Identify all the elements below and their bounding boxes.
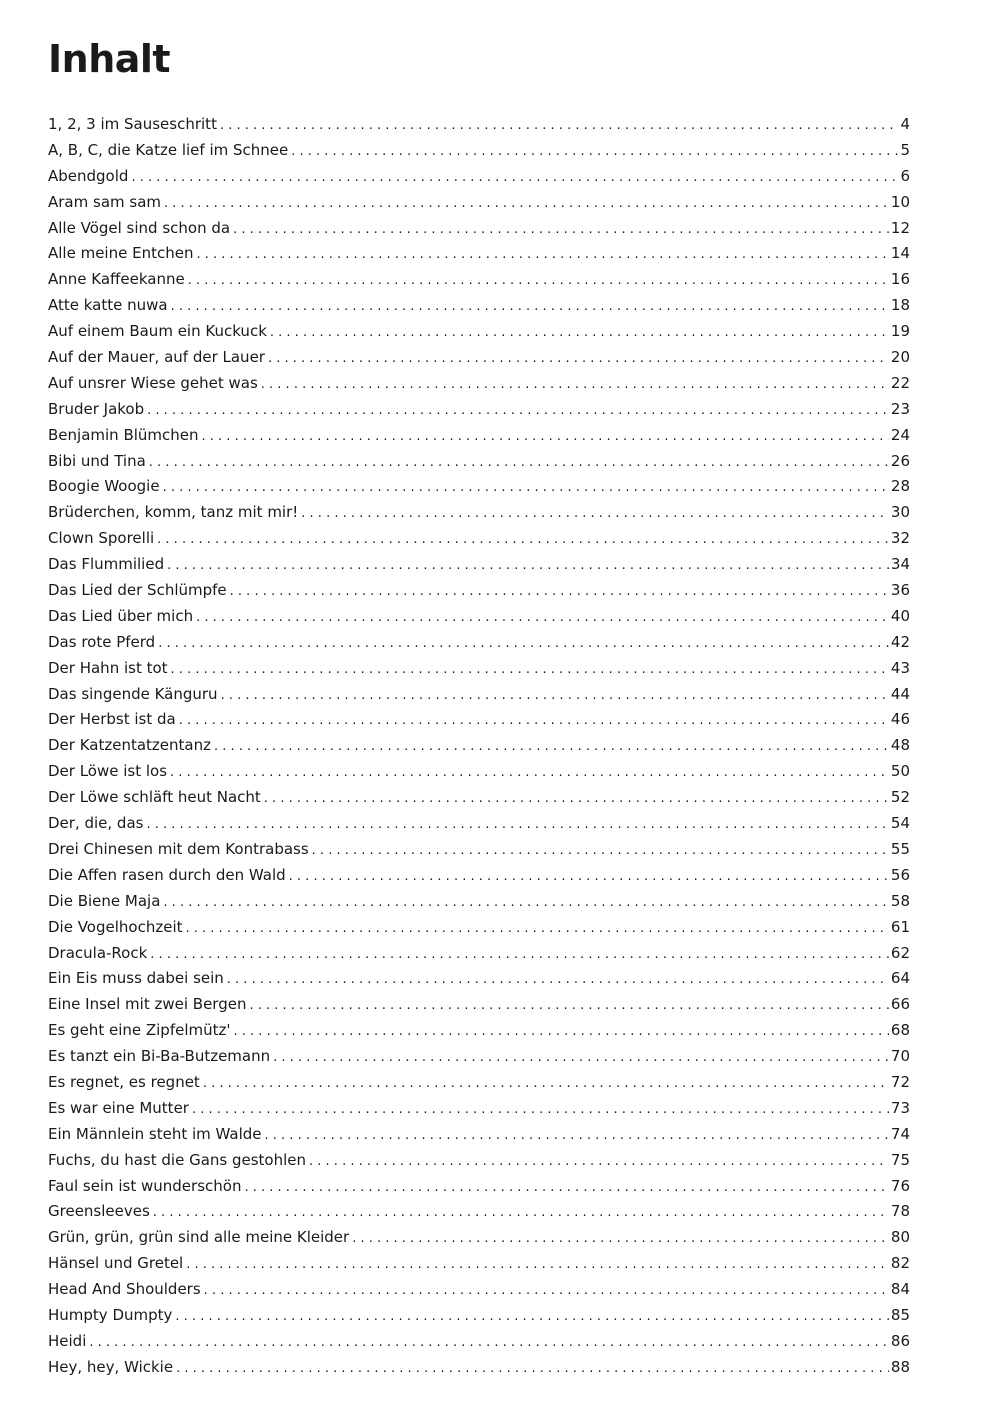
toc-entry[interactable]: [48, 604, 910, 630]
toc-entry[interactable]: [48, 190, 910, 216]
toc-entry-page-number: 76: [890, 1176, 910, 1195]
toc-entry[interactable]: [48, 1096, 910, 1122]
toc-entry[interactable]: [48, 1044, 910, 1070]
toc-entry-title: Der Katzentatzentanz: [48, 736, 211, 755]
toc-entry[interactable]: [48, 1122, 910, 1148]
toc-entry[interactable]: [48, 682, 910, 708]
toc-entry-page-number: 20: [890, 348, 910, 367]
toc-entry-title: Boogie Woogie: [48, 477, 160, 496]
dot-leader: [147, 398, 889, 423]
toc-entry-title: Die Vogelhochzeit: [48, 917, 183, 936]
toc-entry-title: Grün, grün, grün sind alle meine Kleider: [48, 1228, 350, 1247]
toc-entry-page-number: 62: [890, 943, 910, 962]
toc-entry-page-number: 5: [900, 140, 910, 159]
toc-entry-title: Das Lied über mich: [48, 606, 194, 625]
toc-entry[interactable]: [48, 992, 910, 1018]
toc-entry[interactable]: [48, 216, 910, 242]
toc-entry-title: Fuchs, du hast die Gans gestohlen: [48, 1150, 307, 1169]
toc-entry-page-number: 78: [890, 1202, 910, 1221]
dot-leader: [192, 1097, 889, 1122]
toc-entry-page-number: 10: [890, 192, 910, 211]
dot-leader: [244, 1175, 888, 1200]
toc-entry-page-number: 54: [890, 814, 910, 833]
dot-leader: [233, 217, 889, 242]
toc-entry-title: Es regnet, es regnet: [48, 1072, 200, 1091]
toc-entry-title: Auf einem Baum ein Kuckuck: [48, 322, 267, 341]
toc-entry[interactable]: [48, 1148, 910, 1174]
toc-entry-title: Die Biene Maja: [48, 891, 161, 910]
toc-entry[interactable]: [48, 138, 910, 164]
toc-entry-title: Clown Sporelli: [48, 529, 155, 548]
toc-entry-title: Faul sein ist wunderschön: [48, 1176, 242, 1195]
dot-leader: [203, 1071, 889, 1096]
toc-entry-title: Das Lied der Schlümpfe: [48, 581, 227, 600]
toc-entry-title: Alle meine Entchen: [48, 244, 194, 263]
toc-entry-title: Es war eine Mutter: [48, 1098, 189, 1117]
toc-entry[interactable]: [48, 1355, 910, 1381]
toc-entry[interactable]: [48, 241, 910, 267]
toc-entry[interactable]: [48, 1070, 910, 1096]
dot-leader: [204, 1278, 889, 1303]
toc-entry-title: Atte katte nuwa: [48, 296, 168, 315]
toc-entry-page-number: 44: [890, 684, 910, 703]
toc-entry[interactable]: [48, 1199, 910, 1225]
toc-entry-page-number: 68: [890, 1021, 910, 1040]
toc-entry-page-number: 48: [890, 736, 910, 755]
toc-entry[interactable]: [48, 785, 910, 811]
dot-leader: [261, 372, 889, 397]
toc-entry-title: Bibi und Tina: [48, 451, 146, 470]
toc-entry-title: Benjamin Blümchen: [48, 425, 199, 444]
dot-leader: [171, 294, 889, 319]
toc-entry[interactable]: [48, 1277, 910, 1303]
dot-leader: [89, 1330, 889, 1355]
toc-entry[interactable]: [48, 423, 910, 449]
toc-entry-page-number: 72: [890, 1072, 910, 1091]
dot-leader: [352, 1226, 889, 1251]
toc-entry-title: Der Löwe ist los: [48, 762, 168, 781]
dot-leader: [230, 579, 889, 604]
dot-leader: [268, 346, 889, 371]
toc-entry[interactable]: [48, 889, 910, 915]
toc-entry-title: Das Flummilied: [48, 555, 165, 574]
toc-entry-title: Drei Chinesen mit dem Kontrabass: [48, 839, 309, 858]
dot-leader: [220, 113, 899, 138]
toc-entry-title: Abendgold: [48, 166, 129, 185]
dot-leader: [131, 165, 898, 190]
dot-leader: [171, 657, 889, 682]
dot-leader: [158, 631, 889, 656]
toc-entry-page-number: 18: [890, 296, 910, 315]
toc-entry-page-number: 55: [890, 839, 910, 858]
dot-leader: [221, 683, 889, 708]
dot-leader: [291, 139, 898, 164]
toc-entry-page-number: 80: [890, 1228, 910, 1247]
toc-entry[interactable]: [48, 164, 910, 190]
toc-entry-page-number: 19: [890, 322, 910, 341]
toc-entry[interactable]: [48, 1251, 910, 1277]
dot-leader: [179, 708, 889, 733]
toc-entry-title: Hey, hey, Wickie: [48, 1357, 174, 1376]
toc-entry[interactable]: [48, 552, 910, 578]
toc-entry-page-number: 64: [890, 969, 910, 988]
toc-entry[interactable]: [48, 397, 910, 423]
toc-entry-title: Der Herbst ist da: [48, 710, 176, 729]
toc-entry-page-number: 32: [890, 529, 910, 548]
toc-entry-title: Der Löwe schläft heut Nacht: [48, 788, 261, 807]
toc-entry[interactable]: [48, 345, 910, 371]
table-of-contents-page: [48, 30, 910, 1381]
toc-entry-page-number: 23: [890, 399, 910, 418]
toc-entry[interactable]: [48, 112, 910, 138]
toc-entry-page-number: 28: [890, 477, 910, 496]
toc-entry-page-number: 58: [890, 891, 910, 910]
toc-entry-page-number: 30: [890, 503, 910, 522]
toc-entry-page-number: 50: [890, 762, 910, 781]
toc-entry-title: Der Hahn ist tot: [48, 658, 168, 677]
dot-leader: [176, 1356, 889, 1381]
toc-entry[interactable]: [48, 293, 910, 319]
toc-entry-page-number: 22: [890, 373, 910, 392]
dot-leader: [163, 475, 889, 500]
toc-entry-title: Aram sam sam: [48, 192, 162, 211]
toc-entry-title: A, B, C, die Katze lief im Schnee: [48, 140, 289, 159]
toc-entry[interactable]: [48, 863, 910, 889]
toc-entry-page-number: 66: [890, 995, 910, 1014]
toc-entry-page-number: 52: [890, 788, 910, 807]
dot-leader: [149, 450, 889, 475]
toc-entry-page-number: 6: [900, 166, 910, 185]
dot-leader: [214, 734, 889, 759]
toc-entry[interactable]: [48, 759, 910, 785]
page-title: Inhalt: [48, 37, 171, 81]
dot-leader: [188, 268, 889, 293]
toc-entry[interactable]: [48, 267, 910, 293]
dot-leader: [202, 424, 889, 449]
toc-entry-page-number: 61: [890, 917, 910, 936]
toc-entry-page-number: 73: [890, 1098, 910, 1117]
toc-entry-page-number: 74: [890, 1124, 910, 1143]
toc-entry-title: Bruder Jakob: [48, 399, 145, 418]
toc-entry[interactable]: [48, 1018, 910, 1044]
toc-entry-page-number: 46: [890, 710, 910, 729]
toc-entry-page-number: 26: [890, 451, 910, 470]
toc-entry[interactable]: [48, 526, 910, 552]
toc-entry-page-number: 14: [890, 244, 910, 263]
toc-entry[interactable]: [48, 707, 910, 733]
toc-entry-page-number: 16: [890, 270, 910, 289]
toc-entry-page-number: 82: [890, 1254, 910, 1273]
toc-entry-title: Alle Vögel sind schon da: [48, 218, 231, 237]
toc-entry-page-number: 36: [890, 581, 910, 600]
toc-entry[interactable]: [48, 319, 910, 345]
toc-entry-page-number: 84: [890, 1280, 910, 1299]
toc-entry[interactable]: [48, 578, 910, 604]
toc-entry[interactable]: [48, 1174, 910, 1200]
toc-entry[interactable]: [48, 837, 910, 863]
dot-leader: [265, 1123, 889, 1148]
dot-leader: [312, 838, 889, 863]
toc-entry-page-number: 34: [890, 555, 910, 574]
toc-entry[interactable]: [48, 941, 910, 967]
toc-entry[interactable]: [48, 500, 910, 526]
dot-leader: [170, 760, 889, 785]
dot-leader: [301, 501, 889, 526]
toc-entry[interactable]: [48, 915, 910, 941]
dot-leader: [163, 890, 889, 915]
dot-leader: [146, 812, 888, 837]
toc-entry[interactable]: [48, 1303, 910, 1329]
toc-entry-title: Ein Männlein steht im Walde: [48, 1124, 262, 1143]
toc-entry[interactable]: [48, 449, 910, 475]
toc-list: [48, 112, 910, 1381]
toc-entry-page-number: 40: [890, 606, 910, 625]
toc-entry-page-number: 24: [890, 425, 910, 444]
dot-leader: [153, 1200, 889, 1225]
dot-leader: [196, 242, 888, 267]
toc-entry-title: Heidi: [48, 1331, 87, 1350]
dot-leader: [186, 1252, 889, 1277]
toc-entry-page-number: 85: [890, 1305, 910, 1324]
toc-entry-title: Die Affen rasen durch den Wald: [48, 865, 286, 884]
toc-entry[interactable]: [48, 371, 910, 397]
dot-leader: [157, 527, 889, 552]
toc-entry-page-number: 12: [890, 218, 910, 237]
dot-leader: [289, 864, 889, 889]
toc-entry-page-number: 56: [890, 865, 910, 884]
toc-entry-title: 1, 2, 3 im Sauseschritt: [48, 115, 217, 133]
dot-leader: [234, 1019, 889, 1044]
toc-entry-page-number: 70: [890, 1047, 910, 1066]
toc-entry-title: Humpty Dumpty: [48, 1305, 173, 1324]
toc-entry[interactable]: [48, 630, 910, 656]
toc-entry-page-number: 4: [900, 115, 910, 133]
toc-entry-page-number: 75: [890, 1150, 910, 1169]
toc-entry[interactable]: [48, 474, 910, 500]
toc-entry[interactable]: [48, 811, 910, 837]
toc-entry-page-number: 43: [890, 658, 910, 677]
dot-leader: [249, 993, 888, 1018]
toc-entry[interactable]: [48, 1329, 910, 1355]
toc-entry-page-number: 88: [890, 1357, 910, 1376]
toc-entry-title: Der, die, das: [48, 814, 144, 833]
dot-leader: [273, 1045, 889, 1070]
toc-entry-title: Brüderchen, komm, tanz mit mir!: [48, 503, 299, 522]
dot-leader: [270, 320, 889, 345]
toc-entry-title: Anne Kaffeekanne: [48, 270, 185, 289]
toc-entry[interactable]: [48, 1225, 910, 1251]
dot-leader: [227, 967, 889, 992]
toc-entry-title: Dracula-Rock: [48, 943, 148, 962]
toc-entry-title: Das rote Pferd: [48, 632, 156, 651]
toc-entry[interactable]: [48, 656, 910, 682]
toc-entry-title: Auf unsrer Wiese gehet was: [48, 373, 258, 392]
dot-leader: [186, 916, 889, 941]
toc-entry-title: Das singende Känguru: [48, 684, 218, 703]
dot-leader: [175, 1304, 889, 1329]
dot-leader: [167, 553, 889, 578]
toc-entry-title: Head And Shoulders: [48, 1280, 201, 1299]
toc-entry-title: Es tanzt ein Bi-Ba-Butzemann: [48, 1047, 271, 1066]
toc-entry[interactable]: [48, 966, 910, 992]
toc-entry-title: Eine Insel mit zwei Bergen: [48, 995, 247, 1014]
dot-leader: [196, 605, 889, 630]
toc-entry-title: Auf der Mauer, auf der Lauer: [48, 348, 265, 367]
dot-leader: [264, 786, 889, 811]
dot-leader: [150, 942, 889, 967]
toc-entry-title: Hänsel und Gretel: [48, 1254, 184, 1273]
toc-entry-title: Es geht eine Zipfelmütz': [48, 1021, 231, 1040]
toc-entry[interactable]: [48, 733, 910, 759]
toc-entry-page-number: 86: [890, 1331, 910, 1350]
dot-leader: [164, 191, 889, 216]
dot-leader: [309, 1149, 889, 1174]
toc-entry-title: Ein Eis muss dabei sein: [48, 969, 224, 988]
toc-entry-page-number: 42: [890, 632, 910, 651]
toc-entry-title: Greensleeves: [48, 1202, 150, 1221]
